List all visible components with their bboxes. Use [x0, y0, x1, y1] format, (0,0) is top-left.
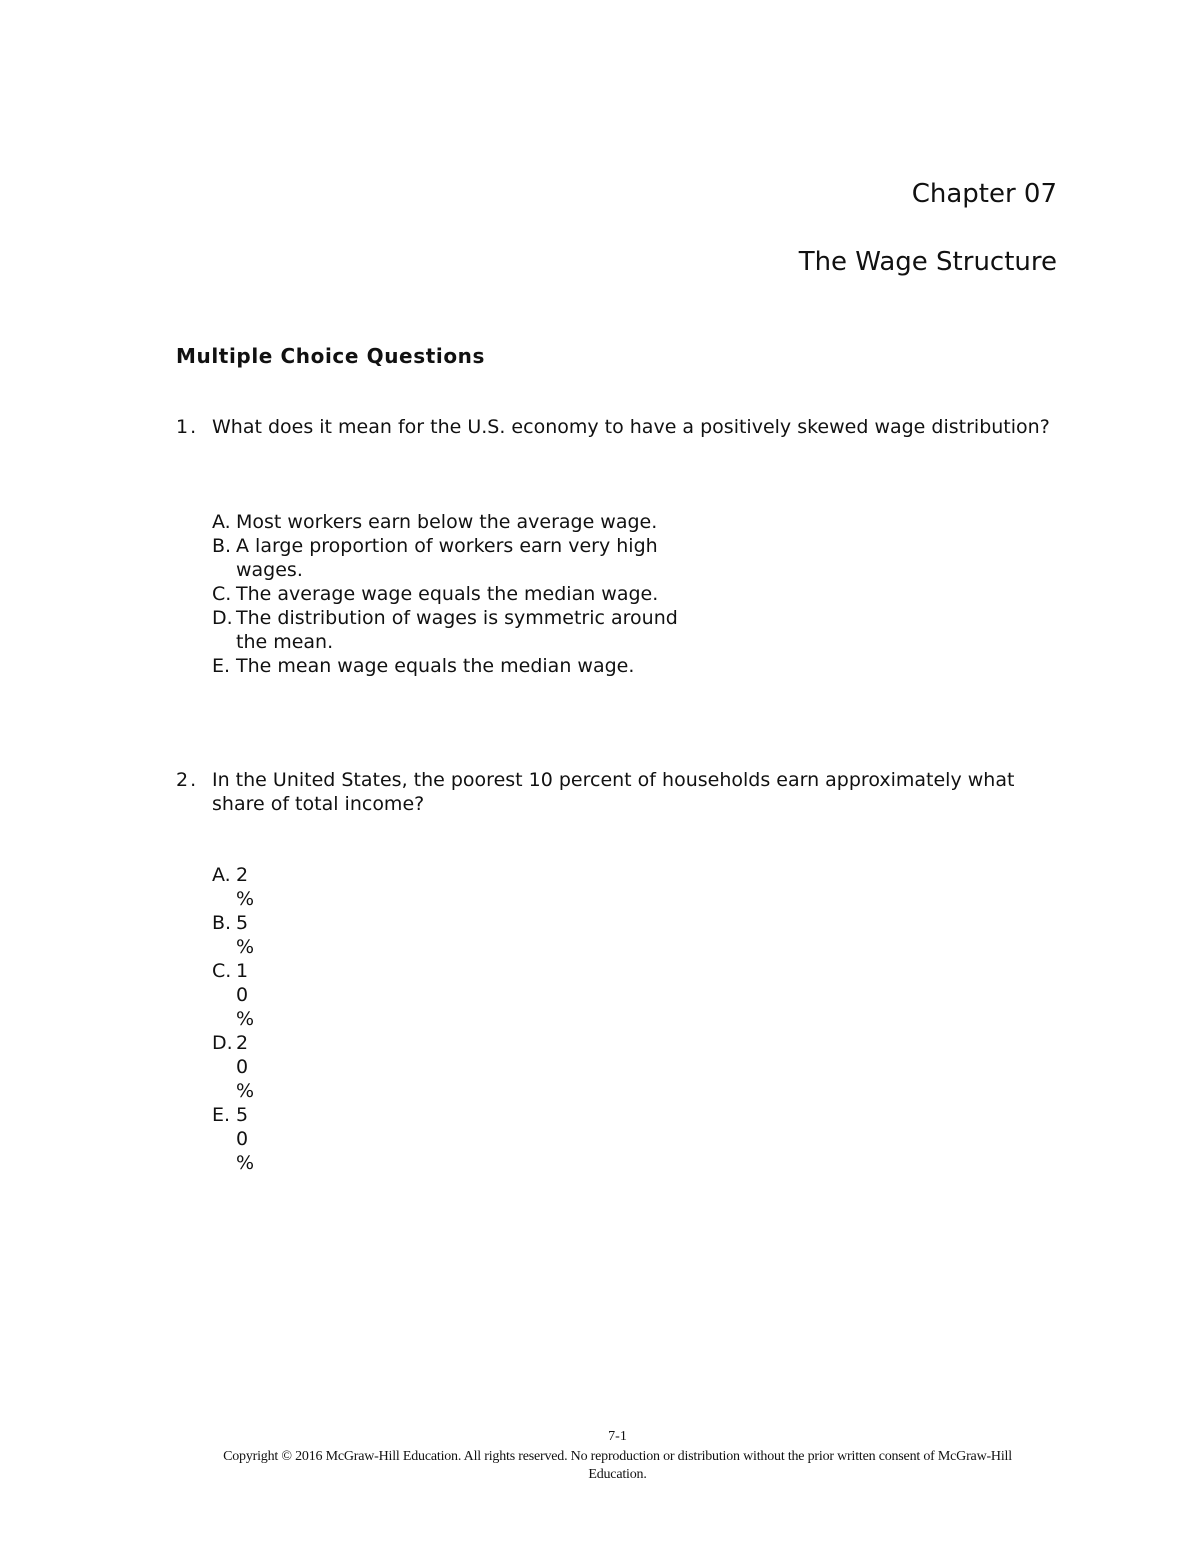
copyright-notice [0, 1448, 1200, 1484]
choice-unit: % [236, 1152, 255, 1174]
choice-value [236, 1031, 260, 1103]
choice-text: The distribution of wages is symmetric around the mean. [236, 607, 678, 653]
question-1 [176, 416, 1076, 440]
choice-value [236, 1103, 260, 1175]
choice-number: 2 [236, 864, 249, 886]
choice-letter: C. [212, 960, 232, 982]
choice-letter: B. [212, 535, 232, 557]
choice-letter: A. [212, 511, 231, 533]
question-text: What does it mean for the U.S. economy to have a positively skewed wage distribution? [212, 416, 1050, 438]
choice-number: 20 [236, 1032, 249, 1078]
answer-choices-1 [212, 510, 712, 678]
choice-number: 5 [236, 912, 249, 934]
choice-value [236, 911, 260, 959]
question-2 [176, 769, 1076, 816]
answer-choice [212, 1031, 282, 1103]
choice-unit: % [236, 888, 255, 910]
answer-choice [212, 863, 282, 911]
answer-choice [212, 534, 712, 582]
choice-letter: E. [212, 655, 231, 677]
answer-choice [212, 654, 712, 678]
question-number: 1. [176, 416, 199, 438]
page-number: 7-1 [608, 1429, 627, 1444]
choice-letter: C. [212, 583, 232, 605]
choice-number: 50 [236, 1104, 249, 1150]
choice-text: Most workers earn below the average wage. [236, 511, 658, 533]
answer-choice [212, 1103, 282, 1175]
chapter-title: The Wage Structure [798, 247, 1057, 277]
choice-letter: B. [212, 912, 232, 934]
question-number: 2. [176, 769, 199, 791]
choice-letter: D. [212, 607, 233, 629]
choice-text: A large proportion of workers earn very high wages. [236, 535, 658, 581]
question-text: In the United States, the poorest 10 percent of households earn approximately what share of total income? [212, 769, 1015, 815]
choice-text: The mean wage equals the median wage. [236, 655, 635, 677]
choice-letter: E. [212, 1104, 231, 1126]
answer-choices-2 [212, 863, 282, 1175]
copyright-text: Copyright © 2016 McGraw-Hill Education. All rights reserved. No reproduction or distribution without the prior written consent of McGraw-Hill Education. [223, 1449, 1012, 1482]
choice-value [236, 863, 260, 911]
section-heading: Multiple Choice Questions [176, 344, 486, 368]
choice-unit: % [236, 1080, 255, 1102]
choice-text: The average wage equals the median wage. [236, 583, 659, 605]
choice-letter: D. [212, 1032, 233, 1054]
chapter-number: Chapter 07 [911, 179, 1057, 209]
choice-value [236, 959, 260, 1031]
answer-choice [212, 606, 712, 654]
choice-letter: A. [212, 864, 231, 886]
choice-unit: % [236, 1008, 255, 1030]
answer-choice [212, 911, 282, 959]
choice-number: 10 [236, 960, 249, 1006]
answer-choice [212, 582, 712, 606]
answer-choice [212, 959, 282, 1031]
answer-choice [212, 510, 712, 534]
choice-unit: % [236, 936, 255, 958]
